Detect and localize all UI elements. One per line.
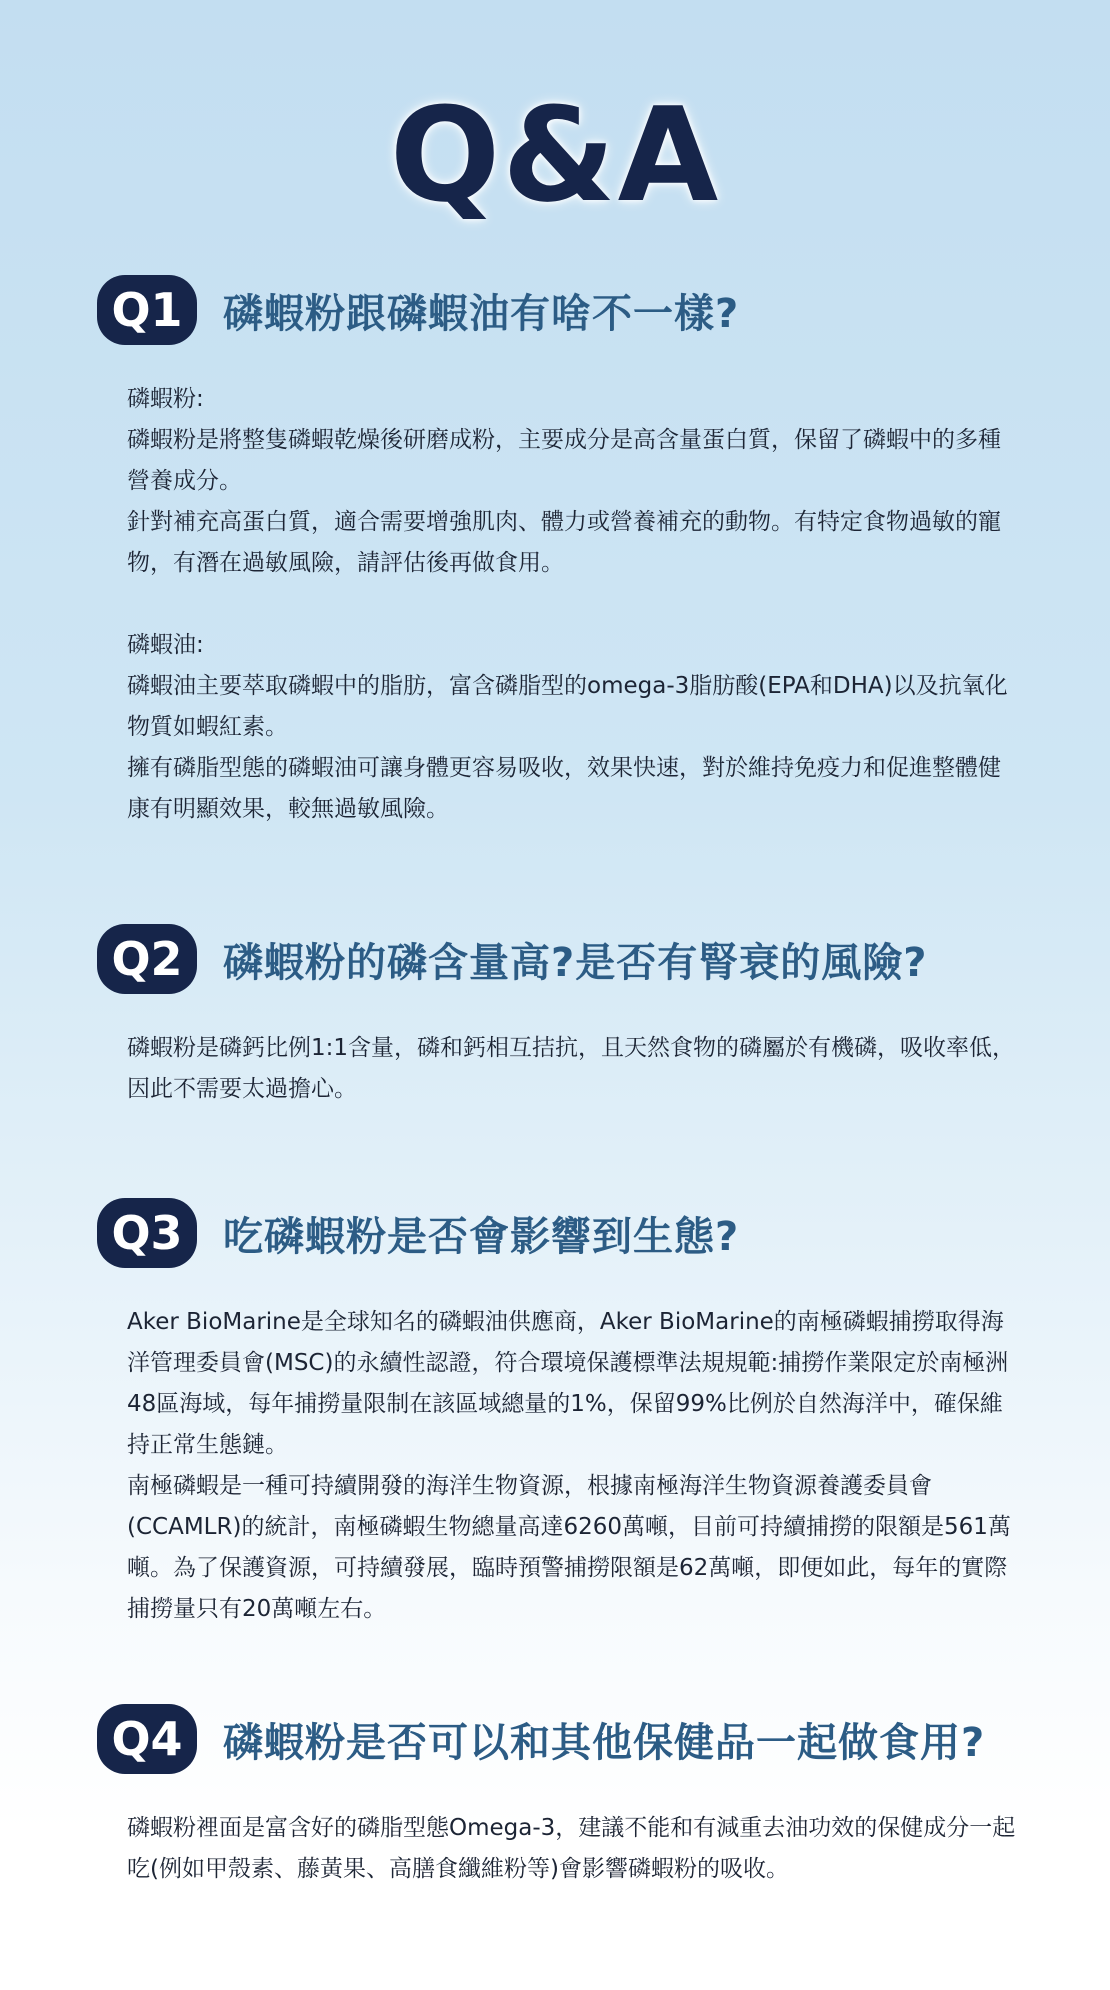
question-header [97,1704,985,1774]
answer-label: 磷蝦油: [127,632,204,658]
page-title: Q&A [389,79,721,231]
answer-paragraph: 針對補充高蛋白質，適合需要增強肌肉、體力或營養補充的動物。有特定食物過敏的寵物，有潛在過敏風險，請評估後再做食用。 [127,509,1001,576]
question-badge: Q4 [97,1704,197,1774]
answer-text [127,1028,1017,1110]
question-title: 磷蝦粉是否可以和其他保健品一起做食用? [223,1719,986,1766]
answer-paragraph: 磷蝦粉是將整隻磷蝦乾燥後研磨成粉，主要成分是高含量蛋白質，保留了磷蝦中的多種營養成分。 [127,427,1001,494]
question-badge: Q3 [97,1198,197,1268]
question-title: 磷蝦粉跟磷蝦油有啥不一樣? [223,290,740,337]
answer-label: 磷蝦粉: [127,386,204,412]
question-header [97,924,927,994]
question-header [97,1198,739,1268]
answer-text [127,1808,1017,1890]
question-title: 磷蝦粉的磷含量高?是否有腎衰的風險? [223,939,928,986]
answer-paragraph: 磷蝦油主要萃取磷蝦中的脂肪，富含磷脂型的omega-3脂肪酸(EPA和DHA)以及抗氧化物質如蝦紅素。 [127,673,1008,740]
answer-text [127,379,1017,830]
question-header [97,275,739,345]
answer-paragraph: 磷蝦粉是磷鈣比例1:1含量，磷和鈣相互拮抗，且天然食物的磷屬於有機磷，吸收率低，因此不需要太過擔心。 [127,1035,1016,1102]
answer-paragraph: 磷蝦粉裡面是富含好的磷脂型態Omega-3，建議不能和有減重去油功效的保健成分一起吃(例如甲殼素、藤黃果、高膳食纖維粉等)會影響磷蝦粉的吸收。 [127,1815,1016,1882]
answer-paragraph: 擁有磷脂型態的磷蝦油可讓身體更容易吸收，效果快速，對於維持免疫力和促進整體健康有明顯效果，較無過敏風險。 [127,755,1001,822]
answer-paragraph: 南極磷蝦是一種可持續開發的海洋生物資源，根據南極海洋生物資源養護委員會(CCAMLR)的統計，南極磷蝦生物總量高達6260萬噸，目前可持續捕撈的限額是561萬噸。為了保護資源，可持續發展，臨時預警捕撈限額是62萬噸，即便如此，每年的實際捕撈量只有20萬噸左右。 [127,1473,1011,1622]
answer-text [127,1302,1017,1630]
question-badge: Q2 [97,924,197,994]
question-title: 吃磷蝦粉是否會影響到生態? [223,1213,740,1260]
answer-paragraph: Aker BioMarine是全球知名的磷蝦油供應商，Aker BioMarine的南極磷蝦捕撈取得海洋管理委員會(MSC)的永續性認證，符合環境保護標準法規規範:捕撈作業限定於南極洲48區海域，每年捕撈量限制在該區域總量的1%，保留99%比例於自然海洋中，確保維持正常生態鏈。 [127,1309,1009,1458]
question-badge: Q1 [97,275,197,345]
